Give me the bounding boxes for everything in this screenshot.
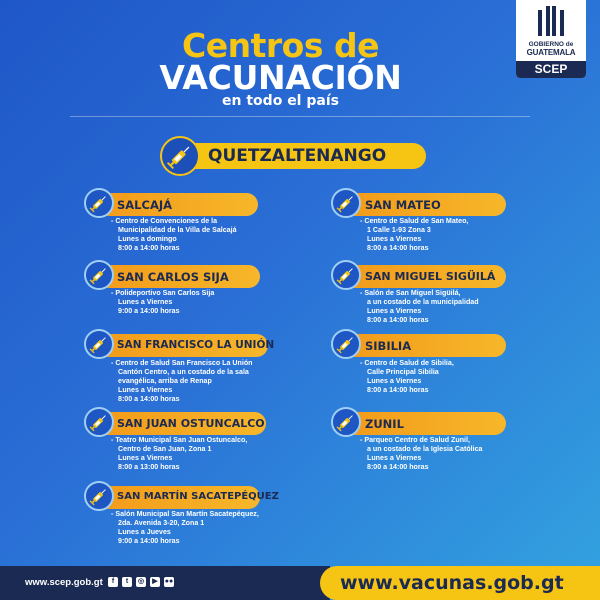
detail-line: a un costado de la municipalidad [367, 298, 479, 306]
detail-line: - Parqueo Centro de Salud Zunil, [360, 436, 470, 444]
detail-line: - Centro de Salud de San Mateo, [360, 217, 469, 225]
detail-line: 8:00 a 14:00 horas [118, 395, 180, 403]
center-details [111, 436, 247, 472]
detail-line: - Centro de Convenciones de la [111, 217, 218, 225]
title-line-1: Centros de [182, 26, 379, 65]
detail-line: Lunes a Viernes [367, 307, 422, 315]
detail-line: 8:00 a 14:00 horas [367, 244, 429, 252]
syringe-icon [331, 407, 361, 437]
scep-website-link[interactable]: www.scep.gob.gt [25, 577, 103, 588]
vacunas-website-link[interactable]: www.vacunas.gob.gt [340, 572, 564, 594]
center-details [111, 217, 237, 253]
logo-line-2: GUATEMALA [526, 48, 576, 57]
center-details [111, 510, 259, 546]
center-name: SAN MATEO [365, 198, 441, 212]
center-name: SIBILIA [365, 339, 412, 353]
detail-line: - Teatro Municipal San Juan Ostuncalco, [111, 436, 248, 444]
detail-line: Cantón Centro, a un costado de la sala [118, 368, 249, 376]
center-details [360, 217, 468, 253]
syringe-icon [160, 136, 200, 176]
detail-line: Lunes a Viernes [367, 235, 422, 243]
center-name: SAN MIGUEL SIGÜILÁ [365, 270, 496, 283]
center-details [111, 359, 253, 404]
syringe-icon [331, 329, 361, 359]
detail-line: 8:00 a 13:00 horas [118, 463, 180, 471]
detail-line: Lunes a Viernes [367, 377, 422, 385]
detail-line: Lunes a Viernes [367, 454, 422, 462]
detail-line: - Centro de Salud de Sibilia, [360, 359, 454, 367]
center-details [360, 289, 479, 325]
detail-line: Municipalidad de la Villa de Salcajá [118, 226, 237, 234]
detail-line: Lunes a domingo [118, 235, 177, 243]
logo-line-1: GOBIERNO de [528, 41, 574, 48]
center-name: ZUNIL [365, 417, 404, 431]
detail-line: evangélica, arriba de Renap [118, 377, 212, 385]
detail-line: 9:00 a 14:00 horas [118, 537, 180, 545]
center-name: SAN CARLOS SIJA [117, 270, 229, 284]
flag-bars-icon [537, 6, 565, 38]
facebook-icon[interactable]: f [108, 577, 118, 587]
detail-line: - Salón de San Miguel Sigüilá, [360, 289, 461, 297]
title-line-2: VACUNACIÓN [159, 58, 402, 97]
detail-line: 2da. Avenida 3-20, Zona 1 [118, 519, 205, 527]
detail-line: Calle Principal Sibilia [367, 368, 439, 376]
twitter-icon[interactable]: t [122, 577, 132, 587]
center-details [360, 436, 483, 472]
detail-line: - Centro de Salud San Francisco La Unión [111, 359, 253, 367]
syringe-icon [84, 481, 114, 511]
government-logo [516, 0, 586, 78]
logo-agency: SCEP [516, 61, 586, 78]
center-name: SALCAJÁ [117, 198, 173, 212]
syringe-icon [331, 188, 361, 218]
center-details [111, 289, 214, 316]
syringe-icon [84, 260, 114, 290]
detail-line: a un costado de la Iglesia Católica [367, 445, 483, 453]
detail-line: 8:00 a 14:00 horas [118, 244, 180, 252]
detail-line: Lunes a Viernes [118, 298, 173, 306]
detail-line: Centro de San Juan, Zona 1 [118, 445, 212, 453]
detail-line: 8:00 a 14:00 horas [367, 316, 429, 324]
detail-line: Lunes a Viernes [118, 454, 173, 462]
detail-line: Lunes a Viernes [118, 386, 173, 394]
detail-line: - Salón Municipal San Martín Sacatepéquez, [111, 510, 259, 518]
detail-line: 9:00 a 14:00 horas [118, 307, 180, 315]
detail-line: 1 Calle 1-93 Zona 3 [367, 226, 431, 234]
detail-line: - Polideportivo San Carlos Sija [111, 289, 215, 297]
flickr-icon[interactable]: ●● [164, 578, 174, 585]
syringe-icon [331, 260, 361, 290]
center-name: SAN JUAN OSTUNCALCO [117, 417, 265, 430]
syringe-icon [84, 329, 114, 359]
syringe-icon [84, 407, 114, 437]
detail-line: 8:00 a 14:00 horas [367, 386, 429, 394]
syringe-icon [84, 188, 114, 218]
instagram-icon[interactable]: ◎ [137, 578, 145, 585]
center-name: SAN MARTÍN SACATEPÉQUEZ [117, 491, 279, 502]
subtitle: en todo el país [222, 93, 339, 109]
youtube-icon[interactable]: ▶ [150, 577, 160, 587]
header-divider [70, 116, 530, 117]
center-details [360, 359, 454, 395]
center-name: SAN FRANCISCO LA UNIÓN [117, 339, 275, 351]
detail-line: Lunes a Jueves [118, 528, 171, 536]
detail-line: 8:00 a 14:00 horas [367, 463, 429, 471]
department-name: QUETZALTENANGO [208, 146, 387, 166]
